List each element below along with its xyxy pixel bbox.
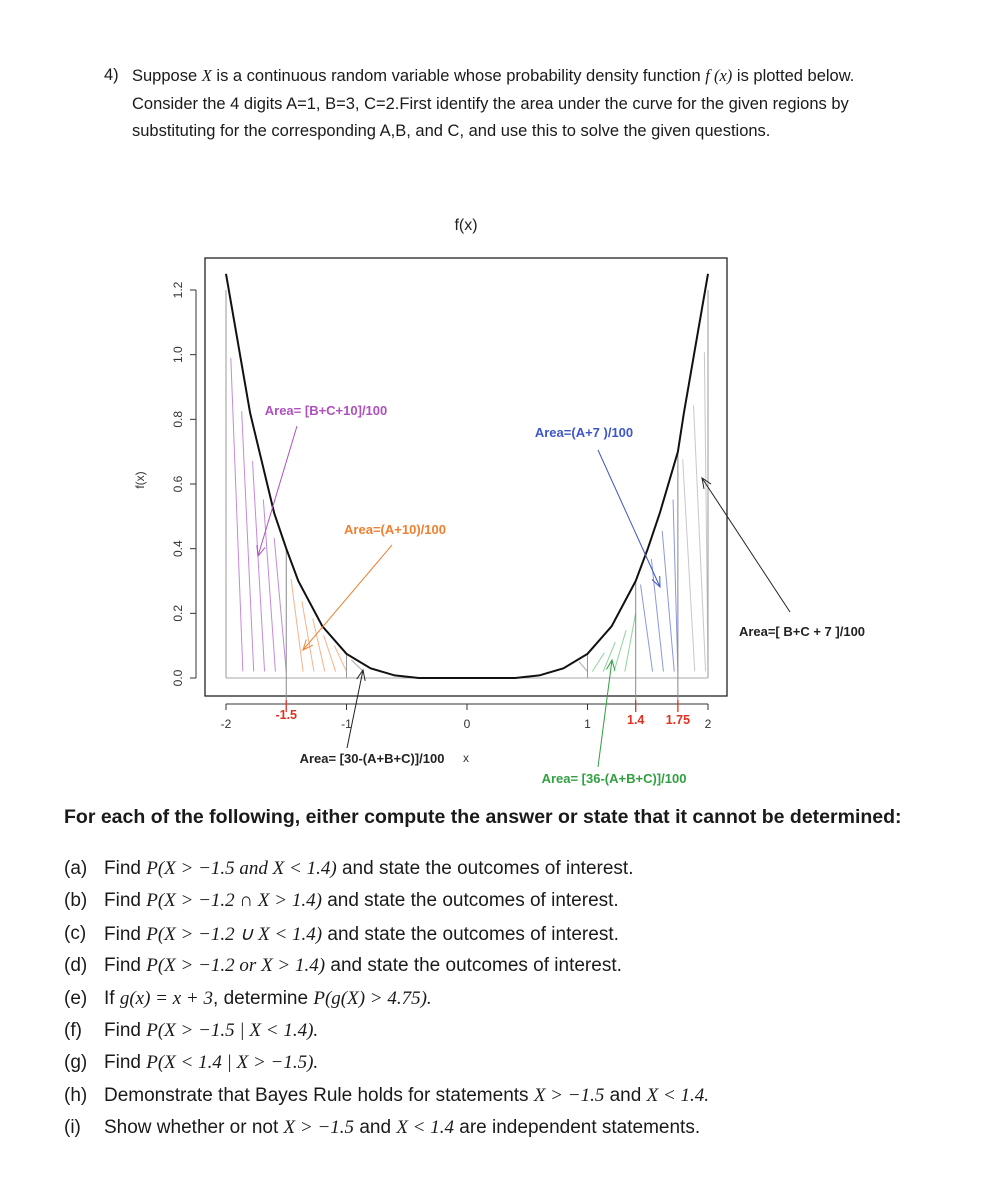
chart-title: f(x) (454, 217, 478, 234)
question-pre: Find (104, 890, 147, 912)
question-expr2: X < 1.4 (396, 1117, 454, 1139)
annotation-labels (265, 403, 865, 786)
hatch-mark (683, 459, 695, 671)
question-text (104, 858, 633, 880)
marked-x-label: 1.4 (627, 713, 645, 727)
hatch-mark (614, 630, 626, 671)
question-post: and state the outcomes of interest. (336, 858, 634, 879)
question-pre: Demonstrate that Bayes Rule holds for statements (104, 1084, 534, 1106)
question-expr: P(X > −1.5 and X < 1.4) (146, 858, 337, 879)
question-post: and state the outcomes of interest. (325, 955, 622, 977)
annotation-arrows (257, 426, 790, 767)
region-boundaries (226, 290, 708, 727)
hatch-mark (603, 642, 615, 671)
question-pre: Find (104, 858, 147, 879)
question-expr: g(x) = x + 3 (119, 987, 214, 1009)
area-annotation: Area= [36-(A+B+C)]/100 (541, 771, 687, 786)
question-expr2: P(g(X) > 4.75). (313, 987, 432, 1009)
annotation-arrow (303, 545, 392, 650)
hatch-mark (231, 358, 243, 671)
question-label: (c) (64, 922, 87, 944)
y-tick-label: 1.2 (171, 281, 185, 299)
question-expr: P(X > −1.2 ∩ X > 1.4) (146, 890, 322, 912)
question-post: and (604, 1084, 647, 1106)
x-tick-label: -2 (220, 717, 232, 731)
question-label: (g) (64, 1052, 88, 1074)
area-annotation: Area=[ B+C + 7 ]/100 (738, 624, 866, 639)
plot-frame (205, 258, 727, 696)
question-label: (a) (64, 858, 88, 879)
question-text (104, 1085, 709, 1107)
question-text (104, 1020, 318, 1042)
annotation-arrow (702, 478, 790, 612)
section-heading: For each of the following, either compute the answer or state that it cannot be determined: (64, 806, 902, 828)
question-post: , determine (213, 987, 314, 1009)
hatch-mark (704, 352, 708, 671)
annotation-arrow (347, 670, 363, 748)
hatch-mark (291, 579, 303, 671)
question-expr: P(X < 1.4 | X > −1.5). (146, 1052, 319, 1074)
hatch-mark (274, 538, 286, 672)
hatch-mark (694, 405, 706, 671)
question-label: (d) (64, 955, 88, 977)
marked-x-label: 1.75 (665, 713, 691, 727)
question-expr2: X < 1.4. (646, 1084, 710, 1106)
question-text (104, 955, 622, 977)
x-tick-label: 1 (584, 717, 591, 731)
y-tick-label: 0.2 (171, 604, 185, 622)
hatch-mark (592, 653, 604, 672)
question-text (104, 1117, 700, 1139)
question-pre: Find (104, 955, 147, 977)
annotation-arrow (598, 450, 660, 587)
question-post2: are independent statements. (454, 1117, 701, 1139)
x-tick-label: 0 (463, 717, 471, 731)
question-expr: X > −1.5 (533, 1084, 605, 1106)
area-annotation: Area=(A+10)/100 (344, 522, 446, 537)
y-tick-label: 1.0 (171, 346, 185, 364)
hatch-mark (651, 559, 663, 672)
question-expr: P(X > −1.2 ∪ X < 1.4) (146, 923, 323, 945)
y-tick-label: 0.6 (171, 475, 185, 493)
question-pre: Find (104, 923, 147, 945)
area-annotation: Area= [B+C+10]/100 (264, 403, 388, 418)
hatch-mark (641, 585, 653, 672)
question-pre: Show whether or not (104, 1117, 284, 1139)
y-tick-label: 0.4 (171, 540, 185, 558)
question-label: (f) (64, 1020, 82, 1041)
question-post: and state the outcomes of interest. (322, 923, 619, 945)
question-label: (h) (64, 1084, 88, 1106)
y-tick-label: 0.8 (171, 410, 185, 428)
question-label: (b) (64, 890, 88, 912)
question-expr: X > −1.5 (283, 1117, 355, 1139)
question-text (104, 890, 619, 912)
hatch-mark (351, 660, 363, 672)
question-post: and state the outcomes of interest. (321, 890, 619, 912)
area-annotation: Area= [30-(A+B+C)]/100 (299, 751, 445, 766)
hatch-mark (579, 662, 587, 672)
y-axis-label: f(x) (133, 471, 147, 489)
x-axis-label: x (463, 751, 469, 765)
question-expr: P(X > −1.2 or X > 1.4) (146, 955, 326, 977)
shaded-regions (231, 352, 708, 671)
question-text (104, 1052, 318, 1074)
hatch-mark (334, 646, 346, 672)
hatch-mark (662, 531, 674, 672)
question-text (104, 988, 432, 1010)
hatch-mark (302, 601, 314, 671)
hatch-mark (673, 500, 678, 672)
hatch-mark (253, 461, 265, 671)
question-pre: Find (104, 1020, 147, 1041)
area-annotation: Area=(A+7 )/100 (534, 425, 634, 440)
x-tick-label: -1 (341, 717, 352, 731)
hatch-mark (263, 499, 275, 671)
marked-x-label: -1.5 (275, 708, 298, 722)
question-expr: P(X > −1.5 | X < 1.4). (146, 1020, 319, 1041)
question-text (104, 923, 619, 946)
annotation-arrow (598, 660, 612, 767)
problem-number: 4) (104, 66, 119, 84)
question-label: (i) (64, 1117, 81, 1139)
annotation-arrow (258, 426, 297, 556)
x-tick-label: 2 (704, 717, 712, 731)
question-post: and (354, 1117, 397, 1139)
question-pre: If (104, 987, 120, 1009)
question-pre: Find (104, 1052, 147, 1074)
hatch-mark (242, 411, 254, 671)
y-tick-label: 0.0 (171, 669, 185, 687)
hatch-mark (625, 613, 636, 672)
problem-text: Suppose X is a continuous random variable whose probability density function f (x) is plotted below. Consider the 4 digits A=1, B=3, C=2.First identify the area under the curve for the given regions by substituting for the corresponding A,B, and C, and use this to solve the given questions. (132, 66, 855, 140)
question-label: (e) (64, 987, 88, 1009)
